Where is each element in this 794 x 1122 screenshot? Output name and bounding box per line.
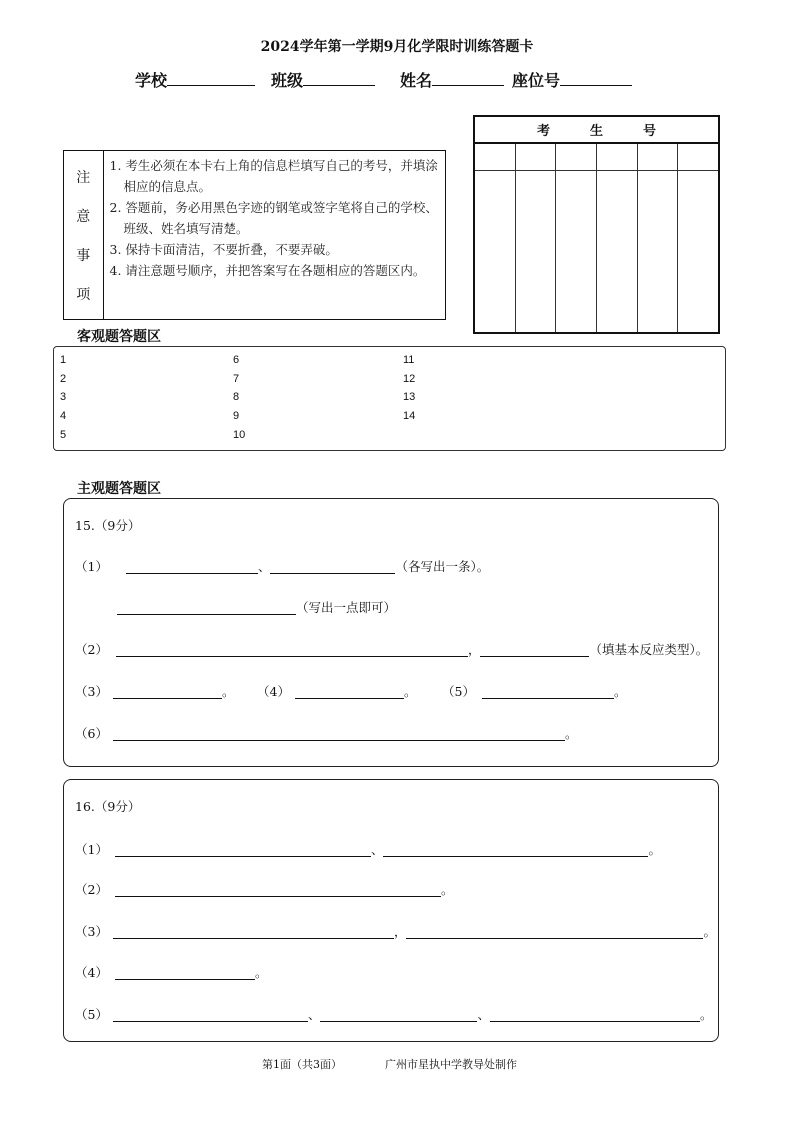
- part-label: （2）: [75, 642, 108, 657]
- question-16-box: [63, 779, 719, 1042]
- q16-part5: [75, 1007, 713, 1023]
- notice-box: [63, 150, 446, 320]
- answer-blank[interactable]: [482, 698, 614, 699]
- class-field[interactable]: [271, 68, 375, 91]
- q15-part1: [75, 559, 489, 575]
- period: 。: [703, 924, 716, 939]
- question-number: 8: [233, 391, 240, 403]
- notice-item: 4. 请注意题号顺序，并把答案写在各题相应的答题区内。: [109, 263, 426, 278]
- answer-blank[interactable]: [116, 656, 468, 657]
- name-field[interactable]: [400, 68, 504, 91]
- q16-part3: [75, 924, 716, 940]
- school-blank[interactable]: [167, 71, 255, 86]
- period: 。: [403, 684, 417, 699]
- school-field[interactable]: [135, 68, 255, 91]
- separator: 、: [257, 559, 271, 574]
- footer-page-number: 第1面（共3面）: [262, 1058, 342, 1071]
- answer-blank[interactable]: [295, 698, 404, 699]
- period: 。: [221, 684, 235, 699]
- q16-part1: [75, 842, 661, 858]
- part-label: （2）: [75, 882, 108, 897]
- objective-answer-box[interactable]: [53, 346, 726, 451]
- question-number: 7: [233, 373, 240, 385]
- notice-item: 1. 考生必须在本卡右上角的信息栏填写自己的考号，并填涂相应的信息点。: [109, 158, 438, 194]
- answer-blank[interactable]: [490, 1021, 700, 1022]
- q15-part5: [442, 684, 626, 700]
- answer-blank[interactable]: [117, 614, 296, 615]
- separator: 、: [307, 1007, 321, 1022]
- exam-digit-column[interactable]: [678, 144, 718, 332]
- question-number: 10: [233, 429, 246, 441]
- hint-text: （填基本反应类型）。: [589, 642, 709, 657]
- answer-blank[interactable]: [115, 896, 441, 897]
- question-number: 1: [60, 354, 67, 366]
- name-label: 姓名: [400, 71, 433, 90]
- answer-blank[interactable]: [406, 938, 703, 939]
- part-label: （5）: [75, 1007, 108, 1022]
- seat-field[interactable]: [512, 68, 632, 91]
- answer-blank[interactable]: [270, 573, 395, 574]
- part-label: （4）: [75, 965, 108, 980]
- answer-blank[interactable]: [320, 1021, 477, 1022]
- part-label: （1）: [75, 842, 108, 857]
- objective-section-title: 客观题答题区: [77, 329, 161, 345]
- q16-part4: [75, 965, 267, 981]
- q16-part2: [75, 882, 453, 898]
- question-number: 5: [60, 429, 67, 441]
- exam-digit-column[interactable]: [516, 144, 557, 332]
- exam-number-header: [475, 117, 718, 144]
- page-title: 2024学年第一学期9月化学限时训练答题卡: [260, 39, 534, 55]
- question-number: 3: [60, 391, 67, 403]
- notice-label-char: 注: [76, 169, 91, 186]
- period: 。: [564, 726, 578, 741]
- part-label: （4）: [257, 684, 290, 699]
- period: 。: [699, 1007, 713, 1022]
- exam-number-h3: 号: [643, 124, 657, 139]
- exam-digit-column[interactable]: [597, 144, 638, 332]
- notice-label: [64, 151, 104, 319]
- notice-item: 2. 答题前，务必用黑色字迹的钢笔或签字笔将自己的学校、班级、姓名填写清楚。: [109, 200, 438, 236]
- answer-blank[interactable]: [113, 938, 394, 939]
- q15-part3: [75, 684, 234, 700]
- part-label: （3）: [75, 684, 108, 699]
- notice-item: 3. 保持卡面清洁，不要折叠，不要弄破。: [109, 242, 338, 257]
- answer-blank[interactable]: [383, 856, 648, 857]
- subjective-section-title: 主观题答题区: [77, 481, 161, 497]
- exam-number-h1: 考: [536, 124, 550, 139]
- answer-blank[interactable]: [113, 1021, 308, 1022]
- question-number: 12: [403, 373, 416, 385]
- answer-blank[interactable]: [115, 979, 255, 980]
- name-blank[interactable]: [432, 71, 504, 86]
- part-label: （3）: [75, 924, 108, 939]
- exam-digit-column[interactable]: [556, 144, 597, 332]
- answer-blank[interactable]: [113, 698, 222, 699]
- q15-part1b: [117, 600, 396, 616]
- separator: 、: [370, 842, 384, 857]
- seat-label: 座位号: [512, 71, 561, 90]
- answer-blank[interactable]: [113, 740, 565, 741]
- class-label: 班级: [271, 71, 304, 90]
- question-number: 13: [403, 391, 416, 403]
- question-15-title: 15.（9分）: [75, 518, 141, 533]
- question-number: 11: [403, 354, 415, 366]
- period: 。: [648, 842, 661, 857]
- period: 。: [254, 965, 268, 980]
- period: 。: [613, 684, 627, 699]
- separator: ，: [393, 924, 407, 939]
- question-number: 9: [233, 410, 240, 422]
- hint-text: （写出一点即可）: [296, 600, 397, 615]
- q15-part2: [75, 642, 708, 658]
- q15-part4: [257, 684, 416, 700]
- period: 。: [440, 882, 454, 897]
- exam-number-h2: 生: [589, 124, 603, 139]
- part-label: （5）: [442, 684, 475, 699]
- question-number: 2: [60, 373, 67, 385]
- question-number: 6: [233, 354, 240, 366]
- separator: ，: [467, 642, 481, 657]
- exam-digit-column[interactable]: [638, 144, 679, 332]
- answer-blank[interactable]: [480, 656, 589, 657]
- hint-text: （各写出一条）。: [395, 559, 490, 574]
- part-label: （6）: [75, 726, 108, 741]
- answer-blank[interactable]: [126, 573, 258, 574]
- footer-maker: 广州市星执中学教导处制作: [385, 1058, 517, 1071]
- notice-label-char: 项: [76, 286, 91, 303]
- question-16-title: 16.（9分）: [75, 799, 141, 814]
- separator: 、: [477, 1007, 490, 1022]
- question-number: 4: [60, 410, 67, 422]
- question-number: 14: [403, 410, 416, 422]
- class-blank[interactable]: [303, 71, 375, 86]
- q15-part6: [75, 726, 577, 742]
- notice-label-char: 事: [76, 247, 91, 264]
- notice-label-char: 意: [76, 208, 91, 225]
- seat-blank[interactable]: [560, 71, 632, 86]
- exam-digit-column[interactable]: [475, 144, 516, 332]
- part-label: （1）: [75, 559, 108, 574]
- school-label: 学校: [135, 71, 168, 90]
- answer-blank[interactable]: [115, 856, 371, 857]
- exam-number-box: [473, 115, 720, 334]
